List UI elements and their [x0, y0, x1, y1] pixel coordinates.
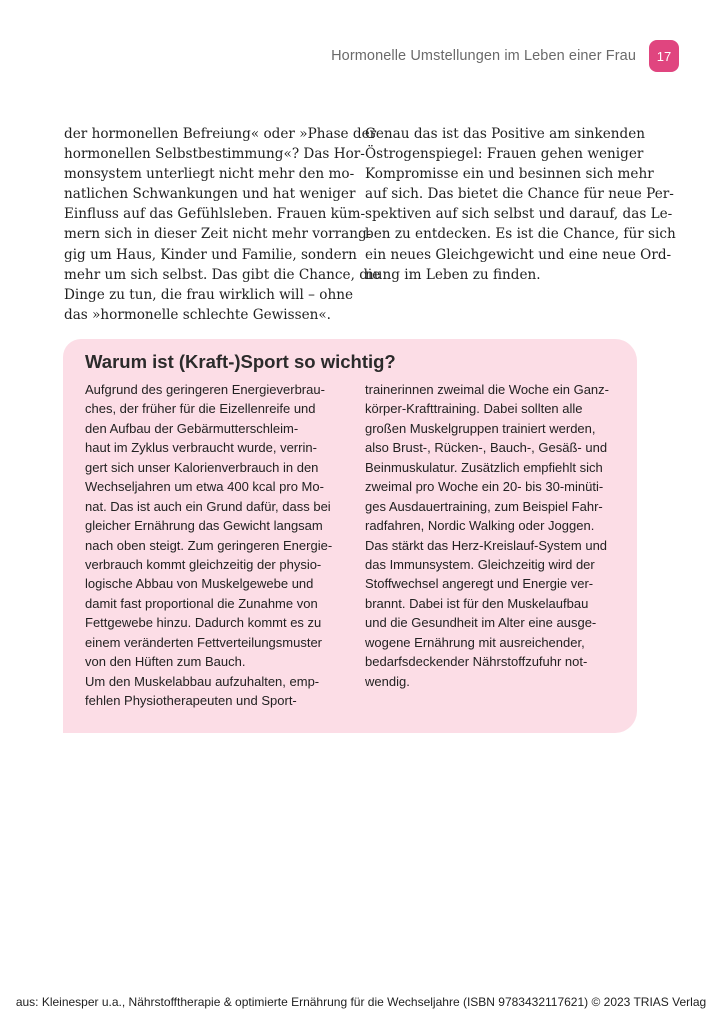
- text-line: Östrogenspiegel: Frauen gehen weniger: [365, 146, 644, 163]
- infobox-title: Warum ist (Kraft-)Sport so wichtig?: [85, 351, 396, 372]
- text-line: ben zu entdecken. Es ist die Chance, für sich: [365, 226, 676, 243]
- body-column-left: [64, 124, 380, 325]
- text-line: gig um Haus, Kinder und Familie, sondern: [64, 246, 357, 263]
- text-line: Das stärkt das Herz-Kreislauf-System und: [365, 537, 608, 553]
- text-line: damit fast proportional die Zunahme von: [85, 595, 318, 611]
- text-line: Um den Muskelabbau aufzuhalten, emp-: [85, 673, 320, 689]
- text-line: und die Gesundheit im Alter eine ausge-: [365, 615, 597, 631]
- text-line: ges Ausdauertraining, zum Beispiel Fahr-: [365, 498, 603, 514]
- text-line: trainerinnen zweimal die Woche ein Ganz-: [365, 382, 609, 397]
- infobox-column-right: [365, 380, 609, 691]
- text-line: logische Abbau von Muskelgewebe und: [85, 576, 314, 592]
- text-line: Einfluss auf das Gefühlsleben. Frauen küm-: [64, 206, 366, 223]
- text-line: also Brust-, Rücken-, Bauch-, Gesäß- und: [365, 440, 608, 456]
- text-line: Beinmuskulatur. Zusätzlich empfiehlt sich: [365, 459, 603, 475]
- text-line: ein neues Gleichgewicht und eine neue Ord-: [365, 246, 672, 263]
- text-line: gleicher Ernährung das Gewicht langsam: [85, 518, 323, 534]
- text-line: wendig.: [365, 673, 410, 689]
- page-number-badge: [649, 40, 679, 72]
- text-line: Wechseljahren um etwa 400 kcal pro Mo-: [85, 479, 324, 495]
- text-line: fehlen Physiotherapeuten und Sport-: [85, 693, 297, 708]
- text-line: ches, der früher für die Eizellenreife und: [85, 401, 316, 417]
- running-title: Hormonelle Umstellungen im Leben einer Frau: [331, 48, 636, 64]
- text-line: nat. Das ist auch ein Grund dafür, dass bei: [85, 498, 331, 514]
- text-line: verbrauch kommt gleichzeitig der physio-: [85, 556, 322, 572]
- text-line: radfahren, Nordic Walking oder Joggen.: [365, 518, 595, 534]
- text-line: mehr um sich selbst. Das gibt die Chance, die: [64, 266, 381, 283]
- text-line: gert sich unser Kalorienverbrauch in den: [85, 459, 319, 475]
- footer-citation: aus: Kleinesper u.a., Nährstofftherapie & optimierte Ernährung für die Wechseljahre (ISBN 9783432117621) © 2023 TRIAS Verlag: [15, 995, 707, 1009]
- text-line: wogene Ernährung mit ausreichender,: [365, 634, 585, 650]
- text-line: Kompromisse ein und besinnen sich mehr: [365, 166, 654, 183]
- text-line: Aufgrund des geringeren Energieverbrau-: [85, 382, 325, 397]
- text-line: den Aufbau der Gebärmutterschleim-: [85, 420, 299, 436]
- text-line: bedarfsdeckender Nährstoffzufuhr not-: [365, 654, 588, 670]
- text-line: einem veränderten Fettverteilungsmuster: [85, 634, 323, 650]
- text-line: Dinge zu tun, die frau wirklich will – ohne: [64, 286, 354, 303]
- body-column-right: [365, 124, 676, 285]
- text-line: Genau das ist das Positive am sinkenden: [365, 126, 646, 142]
- text-line: von den Hüften zum Bauch.: [85, 654, 246, 670]
- text-line: Fettgewebe hinzu. Dadurch kommt es zu: [85, 615, 322, 631]
- text-line: mern sich in dieser Zeit nicht mehr vorrang-: [64, 226, 372, 243]
- text-line: monsystem unterliegt nicht mehr den mo-: [64, 166, 355, 183]
- text-line: das »hormonelle schlechte Gewissen«.: [64, 306, 332, 323]
- text-line: auf sich. Das bietet die Chance für neue Per-: [365, 186, 674, 203]
- text-line: nung im Leben zu finden.: [365, 266, 541, 283]
- text-line: großen Muskelgruppen trainiert werden,: [365, 420, 596, 436]
- text-line: brannt. Dabei ist für den Muskelaufbau: [365, 595, 589, 611]
- text-line: Stoffwechsel angeregt und Energie ver-: [365, 576, 594, 592]
- text-line: nach oben steigt. Zum geringeren Energie-: [85, 537, 333, 553]
- text-line: haut im Zyklus verbraucht wurde, verrin-: [85, 440, 317, 456]
- text-line: körper-Krafttraining. Dabei sollten alle: [365, 401, 583, 417]
- page-number: 17: [656, 48, 672, 64]
- text-line: natlichen Schwankungen und hat weniger: [64, 186, 356, 203]
- text-line: spektiven auf sich selbst und darauf, das Le-: [365, 206, 673, 223]
- text-line: das Immunsystem. Gleichzeitig wird der: [365, 556, 595, 572]
- infobox-column-left: [85, 380, 332, 710]
- text-line: hormonellen Selbstbestimmung«? Das Hor-: [64, 146, 365, 163]
- text-line: zweimal pro Woche ein 20- bis 30-minüti-: [365, 479, 604, 495]
- text-line: der hormonellen Befreiung« oder »Phase der: [64, 126, 377, 142]
